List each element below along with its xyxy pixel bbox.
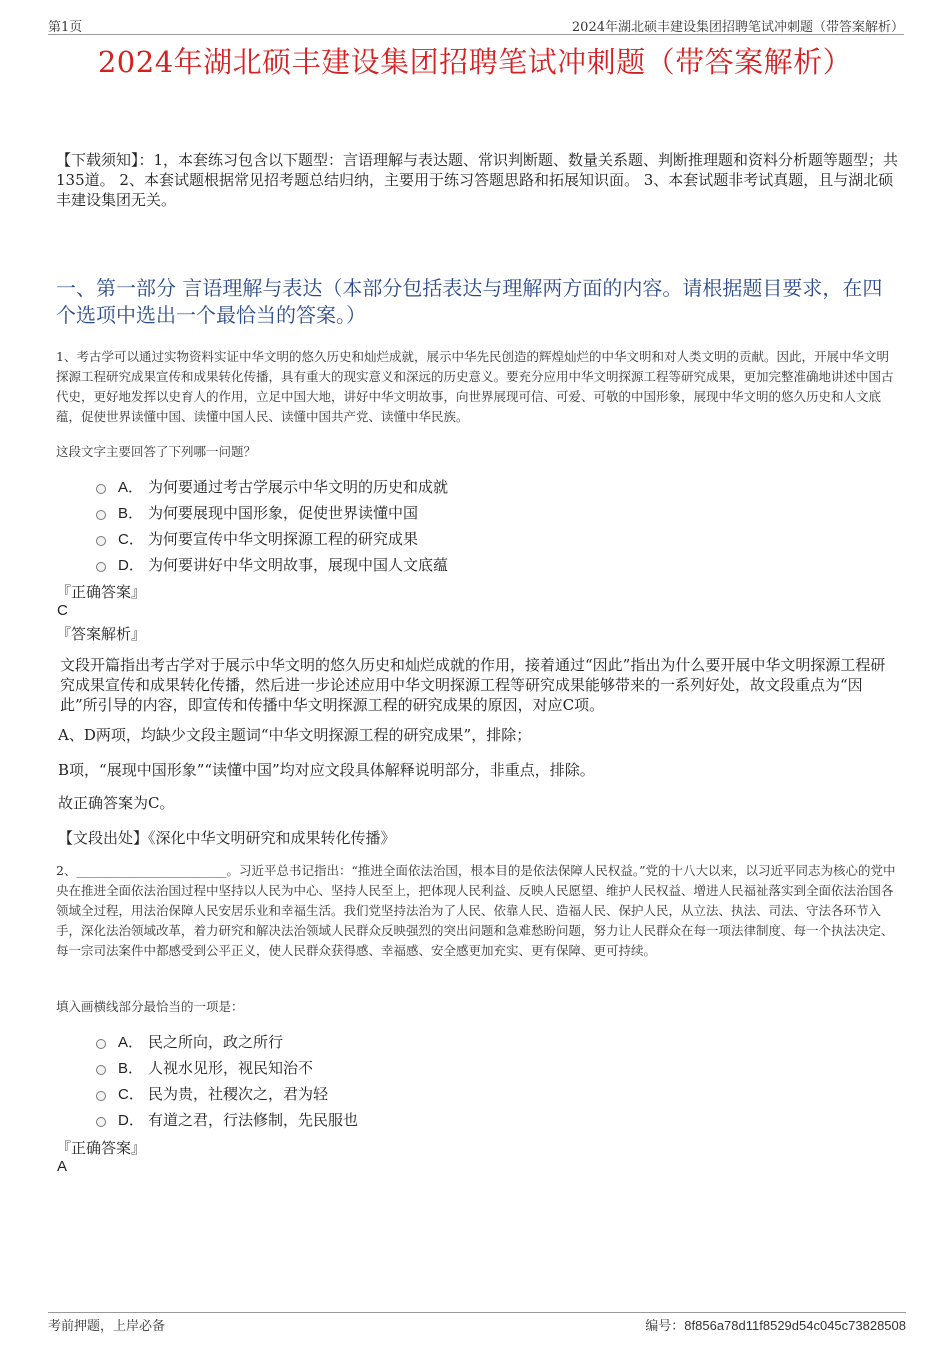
page-footer	[48, 1312, 906, 1333]
explanation-paragraph-3: B项，“展现中国形象”“读懂中国”均对应文段具体解释说明部分，非重点，排除。	[58, 761, 595, 779]
correct-answer-label: 『正确答案』	[56, 583, 147, 601]
explanation-paragraph-4: 故正确答案为C。	[58, 794, 175, 812]
document-title: 2024年湖北硕丰建设集团招聘笔试冲刺题（带答案解析）	[97, 45, 853, 79]
radio-icon[interactable]	[96, 536, 106, 546]
correct-answer-value: C	[57, 602, 68, 619]
option-b[interactable]: B． 为何要展现中国形象，促使世界读懂中国	[96, 499, 448, 525]
radio-icon[interactable]	[96, 1065, 106, 1075]
passage-source: 【文段出处】《深化中华文明研究和成果转化传播》	[58, 829, 396, 847]
section-heading: 一、第一部分 言语理解与表达（本部分包括表达与理解两方面的内容。请根据题目要求，在四个选项中选出一个最恰当的答案。）	[56, 276, 883, 327]
question-2-text: 2、________________________。习近平总书记指出：“推进全面依法治国，根本目的是依法保障人民权益。”党的十八大以来，以习近平同志为核心的党中央在推进全面依法治国过程中坚持以人民为中心、坚持人民至上，把体现人民利益、反映人民愿望、维护人民权益、增进人民福祉落实到全面依法治国各领域全过程，用法治保障人民安居乐业和幸福生活。我们党坚持法治为了人民、依靠人民、造福人民、保护人民，从立法、执法、司法、守法各环节入手，深化法治领域改革，着力研究和解决法治领域人民群众反映强烈的突出问题和急难愁盼问题，努力让人民群众在每一项法律制度、每一个执法决定、每一宗司法案件中都感受到公平正义，使人民群众获得感、幸福感、安全感更加充实、更有保障、更可持续。	[56, 863, 896, 958]
radio-icon[interactable]	[96, 562, 106, 572]
download-notice: 【下载须知】：1，本套练习包含以下题型：言语理解与表达题、常识判断题、数量关系题、判断推理题和资料分析题等题型；共135道。 2、本套试题根据常见招考题总结归纳，主要用于练习答题思路和拓展知识面。 3、本套试题非考试真题，且与湖北硕丰建设集团无关。	[56, 151, 899, 209]
radio-icon[interactable]	[96, 510, 106, 520]
question-2-prompt: 填入画横线部分最恰当的一项是：	[56, 999, 244, 1014]
option-a[interactable]: A． 为何要通过考古学展示中华文明的历史和成就	[96, 473, 448, 499]
footer-code-label: 编号：	[645, 1319, 685, 1334]
correct-answer-label: 『正确答案』	[56, 1139, 147, 1157]
footer-code-value: 8f856a78d11f8529d54c045c73828508	[684, 1318, 906, 1333]
question-2-options	[96, 1028, 358, 1132]
radio-icon[interactable]	[96, 1117, 106, 1127]
question-1-options	[96, 473, 448, 577]
explanation-text: 文段开篇指出考古学对于展示中华文明的悠久历史和灿烂成就的作用，接着通过“因此”指出为什么要开展中华文明探源工程研究成果宣传和成果转化传播，然后进一步论述应用中华文明探源工程等研究成果能够带来的一系列好处，故文段重点为“因此”所引导的内容，即宣传和传播中华文明探源工程的研究成果的原因，对应C项。	[60, 656, 886, 714]
header-doc-title: 2024年湖北硕丰建设集团招聘笔试冲刺题（带答案解析）	[571, 20, 904, 35]
radio-icon[interactable]	[96, 1039, 106, 1049]
option-b[interactable]: B． 人视水见形，视民知治不	[96, 1054, 358, 1080]
option-d[interactable]: D． 有道之君，行法修制，先民服也	[96, 1106, 358, 1132]
radio-icon[interactable]	[96, 484, 106, 494]
option-a[interactable]: A． 民之所向，政之所行	[96, 1028, 358, 1054]
question-1-prompt: 这段文字主要回答了下列哪一问题？	[56, 444, 257, 459]
explanation-paragraph-2: A、D两项，均缺少文段主题词“中华文明探源工程的研究成果”，排除；	[58, 726, 532, 744]
option-c[interactable]: C． 民为贵，社稷次之，君为轻	[96, 1080, 358, 1106]
option-d[interactable]: D． 为何要讲好中华文明故事，展现中国人文底蕴	[96, 551, 448, 577]
page-number: 第1页	[48, 20, 83, 35]
radio-icon[interactable]	[96, 1091, 106, 1101]
footer-code	[645, 1315, 906, 1334]
question-1-text: 1、考古学可以通过实物资料实证中华文明的悠久历史和灿烂成就，展示中华先民创造的辉煌灿烂的中华文明和对人类文明的贡献。因此，开展中华文明探源工程研究成果宣传和成果转化传播，具有重大的现实意义和深远的历史意义。要充分应用中华文明探源工程等研究成果，更加完整准确地讲述中国古代史，更好地发挥以史育人的作用，立足中国大地，讲好中华文明故事，向世界展现可信、可爱、可敬的中国形象，展现中华文明的悠久历史和人文底蕴，促使世界读懂中国、读懂中国人民、读懂中国共产党、读懂中华民族。	[56, 349, 894, 424]
page-header	[48, 14, 904, 35]
correct-answer-value: A	[57, 1158, 68, 1175]
option-c[interactable]: C． 为何要宣传中华文明探源工程的研究成果	[96, 525, 448, 551]
explanation-label: 『答案解析』	[56, 625, 147, 643]
footer-slogan: 考前押题，上岸必备	[48, 1319, 166, 1334]
